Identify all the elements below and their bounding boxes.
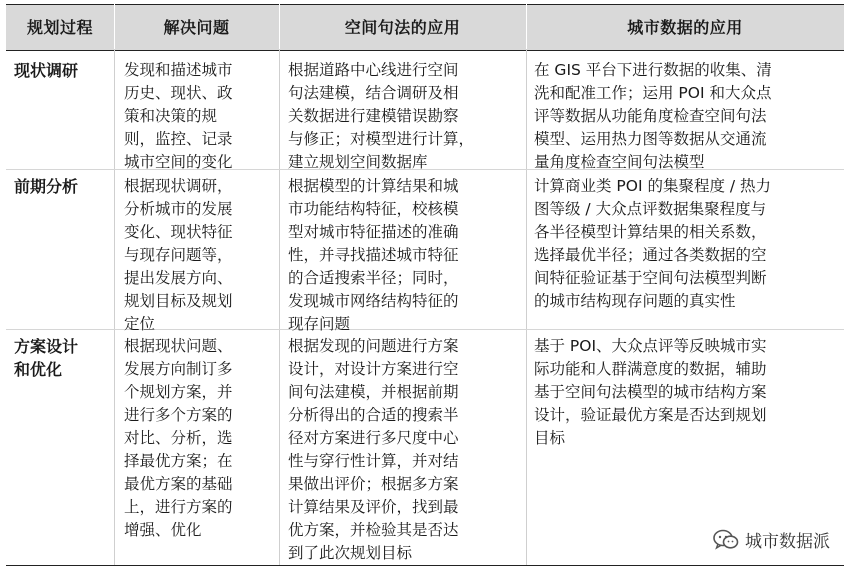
table-row-stage: 方案设计 和优化: [14, 337, 79, 379]
header-problem: 解决问题: [163, 18, 230, 37]
table-row-city-data: 基于 POI、大众点评等反映城市实 际功能和人群满意度的数据，辅助 基于空间句法模型的城市结构方案 设计，验证最优方案是否达到规划 目标: [534, 337, 767, 447]
table-row-space-syntax: 根据道路中心线进行空间 句法建模，结合调研及相 关数据进行建模错误勘察 与修正；对模型进行计算， 建立规划空间数据库: [288, 61, 475, 171]
table-row-stage: 前期分析: [14, 177, 79, 196]
header-city-data: 城市数据的应用: [627, 18, 743, 37]
header-space-syntax: 空间句法的应用: [344, 18, 461, 37]
table-row-space-syntax: 根据发现的问题进行方案 设计，对设计方案进行空 间句法建模，并根据前期 分析得出的合适的搜索半 径对方案进行多尺度中心 性与穿行性计算，并对结 果做出评价；根据多方案 计算结果及评价，找到最 优方案，并检验其是否达 到了此次规划目标: [288, 337, 459, 562]
header-stage: 规划过程: [26, 18, 93, 37]
watermark-text: 城市数据派: [745, 532, 830, 552]
column-divider: [279, 49, 280, 566]
table-row-problem: 根据现状问题、 发展方向制订多 个规划方案，并 进行多个方案的 对比、分析，选 择最优方案；在 最优方案的基础 上，进行方案的 增强、优化: [124, 337, 233, 539]
column-divider: [526, 49, 527, 566]
watermark: [713, 527, 830, 552]
table-row-problem: 发现和描述城市 历史、现状、政 策和决策的规 则，监控、记录 城市空间的变化: [124, 61, 233, 171]
wechat-icon: [713, 529, 739, 551]
table-bottom-rule: [6, 565, 844, 566]
table-row-city-data: 计算商业类 POI 的集聚程度 / 热力 图等级 / 大众点评数据集聚程度与 各半径模型计算结果的相关系数， 选择最优半径；通过各类数据的空 间特征验证基于空间句法模型判断 的城市结构现存问题的真实性: [534, 177, 772, 310]
table-row-space-syntax: 根据模型的计算结果和城 市功能结构特征，校核模 型对城市特征描述的准确 性，并寻找描述城市特征 的合适搜索半径；同时， 发现城市网络结构特征的 现存问题: [288, 177, 459, 333]
column-divider: [114, 49, 115, 566]
table-row-city-data: 在 GIS 平台下进行数据的收集、清 洗和配准工作；运用 POI 和大众点 评等数据从功能角度检查空间句法 模型、运用热力图等数据从交通流 量角度检查空间句法模型: [534, 61, 772, 171]
table-row-stage: 现状调研: [14, 61, 79, 80]
comparison-table: [6, 4, 844, 566]
table-row-problem: 根据现状调研， 分析城市的发展 变化、现状特征 与现存问题等， 提出发展方向、 规划目标及规划 定位: [124, 177, 233, 333]
